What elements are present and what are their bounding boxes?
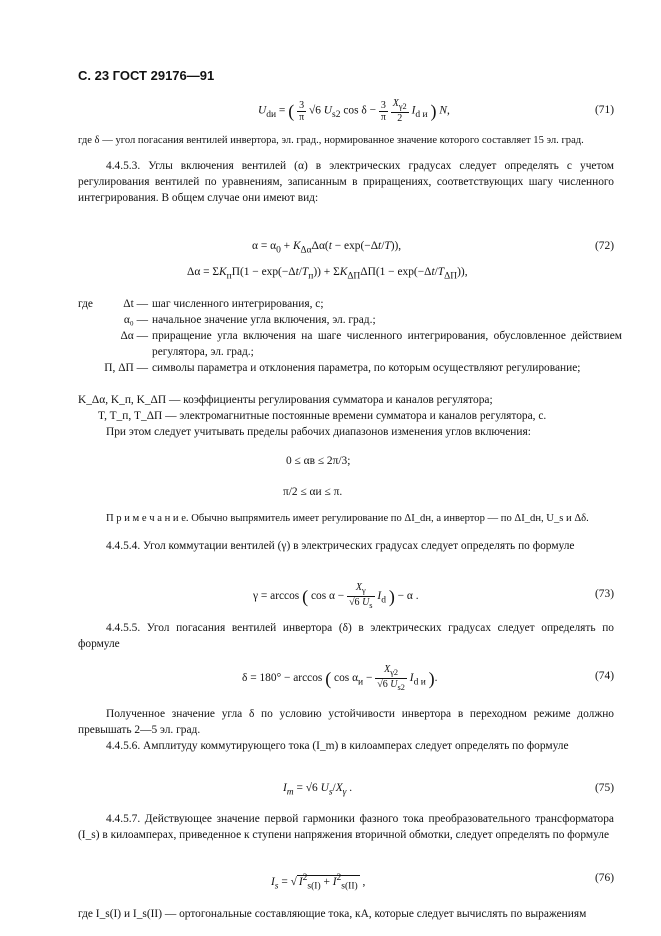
note-label: П р и м е ч а н и е. — [106, 513, 189, 524]
note — [78, 511, 614, 527]
equation-72-number: (72) — [595, 240, 614, 252]
equation-75-number: (75) — [595, 782, 614, 794]
equation-71-number: (71) — [595, 104, 614, 116]
equation-75-formula: $I_m = √6$ $U_s/X_\gamma$ . — [283, 782, 353, 798]
def-symbol: Δt — — [123, 298, 148, 310]
equation-76-formula: $I_s$ = √ $I^2_{s(I)} + I^2_{s(II)}$ , — [271, 873, 366, 892]
def-text: приращение угла включения на шаге численного интегрирования, обусловленное действием регулятора, эл. град.; — [152, 330, 622, 358]
def-text: начальное значение угла включения, эл. град.; — [152, 314, 376, 326]
document-page: С. 23 ГОСТ 29176—91 $U_{dи}$ = ( $\frac{3}{\pi}$ √6 $U_{s2}$ cos δ − $\frac{3}{\pi}$ $\frac{X_{\gamma 2}}{2}$ $I_{d и}$ ) N, (71) где δ — угол погасания вентилей инвертора, эл. град., нормированное значение которого составляет 15 эл. град. 4.4.5.3. Углы включения вентилей (α) в электрических градусах следует определять с учетом регулирования вентилей по уравнениям, записанным в приращениях, соответствующих шагу численного интегрирования. В общем случае они имеют вид: $\alpha = \alpha_0 + K_{\Delta\alpha}\Delta\alpha(t - \exp(-\Delta t/T))$, (72) $\Delta\alpha = \Sigma K_пП(1 - \exp(-\Delta t/T_п)) + \Sigma K_{\Delta П}\Delta П(1 - \exp(-\Delta t/T_{\Delta П}))$, где Δt — шаг численного интегрирования, с; α₀ — начальное значение угла включения, эл. град.; Δα — приращение угла включения на шаге численного интегрирования, обусловленное действием регулятора, эл. град.; П, ΔП — символы параметра и отклонения параметра, по которым осуществляют регулирование; K_Δα, K_п, K_ΔП — коэффициенты регулирования сумматора и каналов регулятора; T, T_п, T_ΔП — электромагнитные постоянные времени сумматора и каналов регулятора, с. При этом следует учитывать пределы рабочих диапазонов изменения углов включения: 0 ≤ αв ≤ 2π/3; π/2 ≤ αи ≤ π. П р и м е ч а н и е. Обычно выпрямитель имеет регулирование по ΔI_dн, а инвертор — по ΔI_dн, U_s и Δδ. 4.4.5.4. Угол коммутации вентилей (γ) в электрических градусах следует определять по формуле γ = arccos ( cos α − $\frac{X_\gamma}{√6 U_s}$ $I_d$ ) − α . (73) 4.4.5.5. Угол погасания вентилей инвертора (δ) в электрических градусах следует определять по формуле δ = 180° − arccos ( $\cos \alpha_и$ − $\frac{X_{\gamma 2}}{√6 U_{s2}}$ $I_{d и}$ ). (74) Полученное значение угла δ по условию устойчивости инвертора в переходном режиме должно превышать 2—5 эл. град. 4.4.5.6. Амплитуду коммутирующего тока (I_m) в килоамперах следует определять по формуле $I_m = √6$ $U_s/X_\gamma$ . (75) 4.4.5.7. Действующее значение первой гармоники фазного тока преобразовательного трансформатора (I_s) в килоамперах, приведенное к ступени напряжения вторичной обмотки, следует определять по формуле $I_s$ = √ $I^2_{s(I)} + I^2_{s(II)}$ , (76) где I_s(I) и I_s(II) — ортогональные составляющие тока, кА, которые следует вычислять по выражениям — [78, 68, 622, 920]
def-k-line: K_Δα, K_п, K_ΔП — коэффициенты регулирования сумматора и каналов регулятора; — [78, 394, 493, 406]
equation-76-number: (76) — [595, 872, 614, 884]
equation-73-number: (73) — [595, 588, 614, 600]
equation-74-formula: δ = 180° − arccos ( $\cos \alpha_и$ − $\frac{X_{\gamma 2}}{√6 U_{s2}}$ $I_{d и}$ ). — [242, 664, 438, 692]
equation-71-formula: $U_{dи}$ = ( $\frac{3}{\pi}$ √6 $U_{s2}$ cos δ − $\frac{3}{\pi}$ $\frac{X_{\gamma 2}}{2}$ $I_{d и}$ ) N, — [258, 98, 450, 124]
def-text: шаг численного интегрирования, с; — [152, 298, 324, 310]
paragraph-limits: При этом следует учитывать пределы рабочих диапазонов изменения углов включения: — [106, 426, 531, 438]
paragraph-4-4-5-3: 4.4.5.3. Углы включения вентилей (α) в электрических градусах следует определять с учетом регулирования вентилей по уравнениям, записанным в приращениях, соответствующих шагу численного интегрирования. В общем случае они имеют вид: — [78, 160, 614, 204]
paragraph-4-4-5-7: 4.4.5.7. Действующее значение первой гармоники фазного тока преобразовательного трансформатора (I_s) в килоамперах, приведенное к ступени напряжения вторичной обмотки, следует определять по формуле — [78, 813, 614, 841]
where-label: где — [78, 298, 93, 310]
def-symbol: П, ΔП — — [104, 362, 148, 374]
note-text: Обычно выпрямитель имеет регулирование по ΔI_dн, а инвертор — по ΔI_dн, U_s и Δδ. — [191, 513, 589, 524]
paragraph-last: где I_s(I) и I_s(II) — ортогональные составляющие тока, кА, которые следует вычислять по выражениям — [78, 908, 587, 920]
def-symbol: Δα — — [120, 330, 148, 342]
def-text: символы параметра и отклонения параметра, по которым осуществляют регулирование; — [152, 362, 581, 374]
equation-72-line-1: $\alpha = \alpha_0 + K_{\Delta\alpha}\Delta\alpha(t - \exp(-\Delta t/T))$, — [252, 240, 402, 256]
paragraph-4-4-5-6: 4.4.5.6. Амплитуду коммутирующего тока (I_m) в килоамперах следует определять по формуле — [106, 740, 569, 752]
note-71: где δ — угол погасания вентилей инвертора, эл. град., нормированное значение которого составляет 15 эл. град. — [78, 135, 584, 146]
page-header: С. 23 ГОСТ 29176—91 — [78, 68, 215, 83]
paragraph-4-4-5-4: 4.4.5.4. Угол коммутации вентилей (γ) в электрических градусах следует определять по формуле — [106, 540, 575, 552]
def-t-line: T, T_п, T_ΔП — электромагнитные постоянные времени сумматора и каналов регулятора, с. — [98, 410, 547, 422]
equation-73-formula: γ = arccos ( cos α − $\frac{X_\gamma}{√6 U_s}$ $I_d$ ) − α . — [253, 582, 419, 610]
inequality-2-text: π/2 ≤ αи ≤ π. — [283, 486, 343, 498]
inequality-1-text: 0 ≤ αв ≤ 2π/3; — [286, 455, 351, 467]
equation-74-number: (74) — [595, 670, 614, 682]
def-symbol: α₀ — — [123, 314, 148, 326]
paragraph-4-4-5-5: 4.4.5.5. Угол погасания вентилей инвертора (δ) в электрических градусах следует определять по формуле — [78, 622, 614, 650]
paragraph-delta: Полученное значение угла δ по условию устойчивости инвертора в переходном режиме должно превышать 2—5 эл. град. — [78, 708, 614, 736]
